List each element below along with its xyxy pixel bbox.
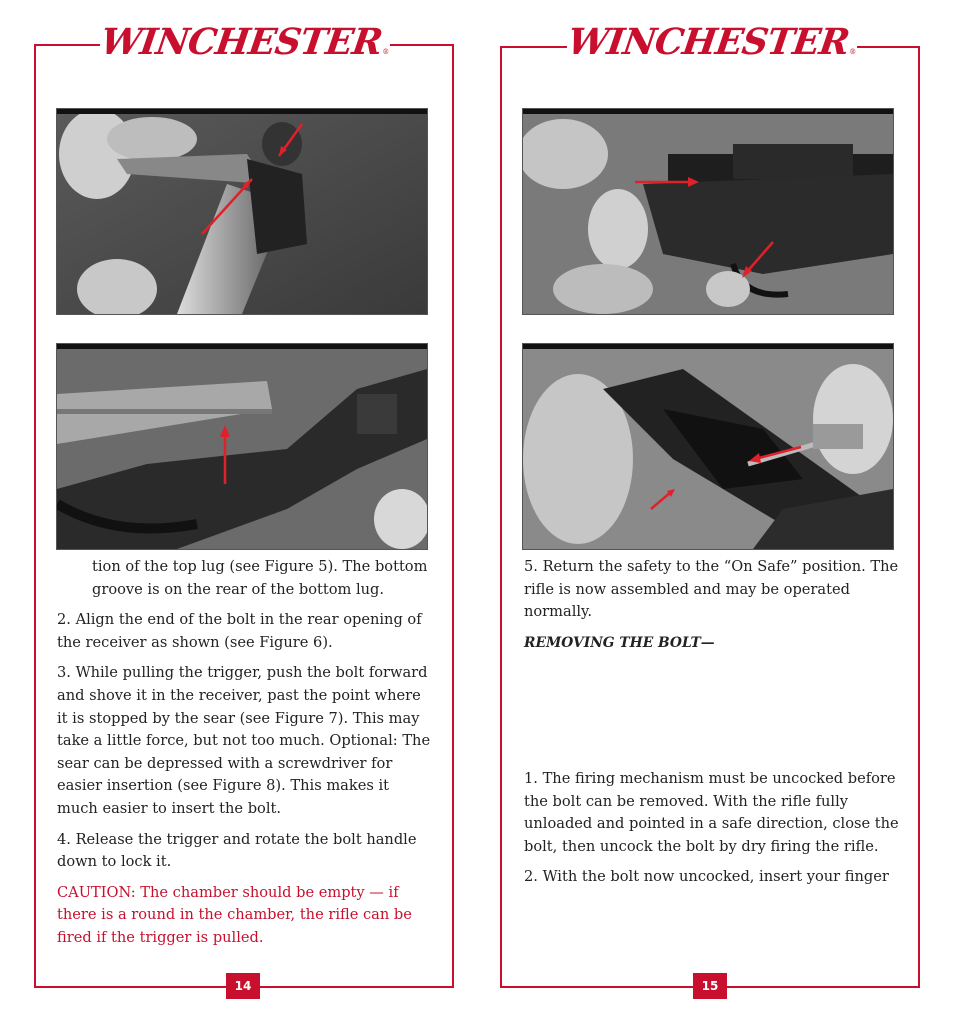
figure-8-screwdriver-sear-photo [523,344,893,549]
logo-wordmark: WINCHESTER [564,21,852,63]
registered-mark: ® [849,48,857,56]
caution-note: CAUTION: The chamber should be empty — if there is a round in the chamber, the rifle can be fired if the trigger is pulled. [57,883,412,946]
figure-5-bolt-lug-photo [57,109,427,314]
figure-7-bolt-insert-photo [523,109,893,314]
paragraph-step-5: 5. Return the safety to the “On Safe” position. The rifle is now assembled and may be operated normally. [524,558,899,621]
page-number: 15 [693,973,727,999]
winchester-logo [97,21,390,63]
paragraph-continuation: tion of the top lug (see Figure 5). The bottom groove is on the rear of the bottom lug. [92,558,428,598]
right-page [477,0,954,1023]
winchester-logo [564,21,857,63]
left-body-text [57,556,432,958]
registered-mark: ® [382,48,390,56]
paragraph-remove-step-1: 1. The firing mechanism must be uncocked before the bolt can be removed. With the rifle fully unloaded and pointed in a safe direction, close the bolt, then uncock the bolt by dry firing the rifle. [524,770,899,855]
screwdriver-sear-image [523,349,893,549]
bolt-receiver-image [57,349,427,549]
bolt-insert-image [523,114,893,314]
paragraph-step-3: 3. While pulling the trigger, push the bolt forward and shove it in the receiver, past the point where it is stopped by the sear (see Figure 7). This may take a little force, but not too much. Optional: The sear can be depressed with a screwdriver for easier insertion (see Figure 8). This makes it much easier to insert the bolt. [57,664,431,817]
paragraph-step-2: 2. Align the end of the bolt in the rear opening of the receiver as shown (see Figure 6). [57,611,422,651]
paragraph-remove-step-2: 2. With the bolt now uncocked, insert your finger [524,868,889,886]
page-number: 14 [226,973,260,999]
figure-6-bolt-receiver-photo [57,344,427,549]
bolt-lug-image [57,114,427,314]
right-body-text-bottom [524,768,902,897]
section-heading-removing-bolt: REMOVING THE BOLT— [524,634,715,651]
paragraph-step-4: 4. Release the trigger and rotate the bolt handle down to lock it. [57,830,417,871]
right-body-text-top [524,556,902,662]
logo-wordmark: WINCHESTER [97,21,385,63]
